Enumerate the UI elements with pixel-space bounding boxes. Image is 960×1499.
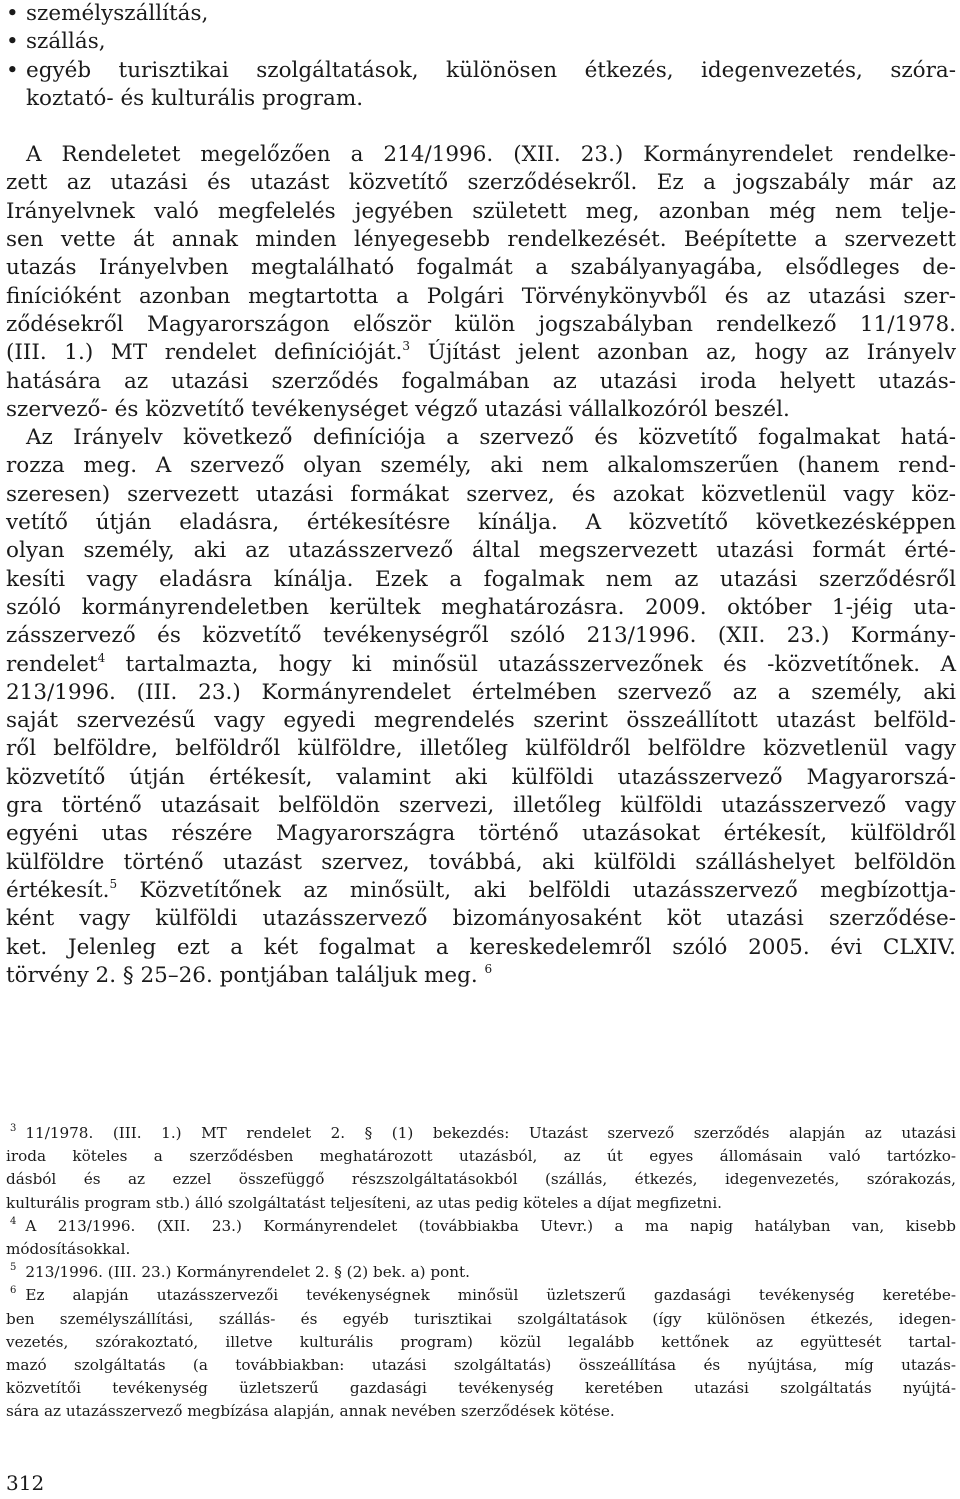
bullet-icon: • bbox=[6, 29, 19, 55]
footnote-line: mazó szolgáltatás (a továbbiakban: utazási szolgáltatás) összeállítása és nyújtása, míg utazás- bbox=[6, 1355, 956, 1374]
footnote-line: $^5$ 213/1996. (III. 23.) Kormányrendelet 2. § (2) bek. a) pont. bbox=[10, 1262, 470, 1282]
text-line: Az Irányelv következő definíciója a szervező és közvetítő fogalmakat hatá- bbox=[26, 425, 956, 451]
text-line: szervező- és közvetítő tevékenységet végző utazási vállalkozóról beszél. bbox=[6, 396, 790, 422]
footnote-line: vezetés, szórakoztató, illetve kulturális program) közül legalább kettőnek az együttesét tartal- bbox=[6, 1332, 956, 1351]
text-line: 213/1996. (III. 23.) Kormányrendelet értelmében szervező az a személy, aki bbox=[6, 679, 956, 705]
footnote-line: közvetítői tevékenység üzletszerű gazdasági tevékenység keretében utazási szolgáltatás nyújtá- bbox=[6, 1379, 956, 1398]
text-line: vetítő útján eladásra, értékesítésre kínálja. A közvetítő következésképpen bbox=[6, 510, 956, 536]
text-line: értékesít.$^5$ Közvetítőnek az minősült, aki belföldi utazásszervező megbízottja- bbox=[6, 876, 956, 903]
footnote-ref-3[interactable]: 3 bbox=[402, 339, 410, 354]
footnote-number: 6 bbox=[10, 1285, 17, 1297]
paragraph-2 bbox=[6, 424, 956, 990]
main-text bbox=[6, 0, 956, 990]
text-line: ket. Jelenleg ezt a két fogalmat a kereskedelemről szóló 2005. évi CLXIV. bbox=[6, 934, 956, 960]
text-line: ként vagy külföldi utazásszervező bizományosaként köt utazási szerződése- bbox=[6, 906, 956, 932]
text-line: saját szervezésű vagy egyedi megrendelés szerint összeállított utazást belföld- bbox=[6, 708, 956, 734]
footnote-4 bbox=[6, 1215, 956, 1261]
footnote-ref-5[interactable]: 5 bbox=[109, 876, 118, 891]
footnote-line: dásból és az ezzel összefüggő részszolgáltatásokból (szállás, étkezés, idegenvezetés, szórakozás, bbox=[6, 1170, 956, 1189]
text-line: A Rendeletet megelőzően a 214/1996. (XII. 23.) Kormányrendelet rendelke- bbox=[26, 142, 956, 168]
footnote-6 bbox=[6, 1284, 956, 1423]
text-line: rendelet$^4$ tartalmazta, hogy ki minősül utazásszervezőnek és -közvetítőnek. A bbox=[6, 650, 956, 677]
footnote-line: $^3$ 11/1978. (III. 1.) MT rendelet 2. § (1) bekezdés: Utazást szervező szerződés alapján az utazási bbox=[10, 1123, 956, 1142]
text-line: külföldre történő utazást szervez, továbbá, aki külföldi szálláshelyet belföldön bbox=[6, 849, 956, 875]
footnote-line: $^6$ Ez alapján utazásszervezői tevékenységnek minősül üzletszerű gazdasági tevékenység keretébe- bbox=[10, 1285, 956, 1305]
footnote-number: 3 bbox=[10, 1123, 17, 1134]
text-line: szóló kormányrendeletben kerültek meghatározásra. 2009. október 1-jéig uta- bbox=[6, 594, 956, 620]
bullet-list bbox=[6, 0, 956, 113]
text-line: közvetítő útján értékesít, valamint aki külföldi utazásszervező Magyarorszá- bbox=[6, 764, 956, 790]
footnote-line: sára az utazásszervező megbízása alapján, annak nevében szerződések kötése. bbox=[6, 1402, 615, 1421]
bullet-icon: • bbox=[6, 1, 19, 26]
bullet-icon: • bbox=[6, 57, 19, 83]
text-line: ről belföldre, belföldről külföldre, illetőleg külföldről belföldre közvetlenül vagy bbox=[6, 736, 956, 762]
text-line: zett az utazási és utazást közvetítő szerződésekről. Ez a jogszabály már az bbox=[6, 170, 956, 196]
text-line: zásszervező és közvetítő tevékenységről szóló 213/1996. (XII. 23.) Kormány- bbox=[6, 623, 956, 649]
text-line: sen vette át annak minden lényegesebb rendelkezését. Beépítette a szervezett bbox=[6, 227, 956, 253]
footnote-line: $^4$ A 213/1996. (XII. 23.) Kormányrendelet (továbbiakba Utevr.) a ma napig hatályban van, kisebb bbox=[10, 1215, 956, 1235]
text-line: törvény 2. § 25–26. pontjában találjuk meg. $^6$ bbox=[6, 961, 493, 988]
text-line: olyan személy, aki az utazásszervező által megszervezett utazási formát érté- bbox=[6, 538, 956, 564]
text-line: finícióként azonban megtartotta a Polgári Törvénykönyvből és az utazási szer- bbox=[6, 283, 956, 309]
paragraph-gap bbox=[6, 113, 956, 141]
footnote-5 bbox=[6, 1261, 956, 1284]
text-line: kesíti vagy eladásra kínálja. Ezek a fogalmak nem az utazási szerződésről bbox=[6, 566, 956, 592]
footnote-number: 4 bbox=[10, 1215, 17, 1227]
text-line: ződésekről Magyarországon először külön jogszabályban rendelkező 11/1978. bbox=[6, 311, 956, 337]
text-line: (III. 1.) MT rendelet definícióját.$^3$ Újítást jelent azonban az, hogy az Irányelv bbox=[6, 339, 956, 366]
paragraph-1 bbox=[6, 141, 956, 424]
text-line: szeresen) szervezett utazási formákat szervez, és azokat közvetlenül vagy köz- bbox=[6, 481, 956, 507]
text-line: egyéni utas részére Magyarországra történő utazásokat értékesít, külföldről bbox=[6, 821, 956, 847]
list-item: • személyszállítás, bbox=[6, 0, 956, 28]
footnote-line: kulturális program stb.) álló szolgáltatást teljesíteni, az utas pedig köteles a díjat megfizetni. bbox=[6, 1193, 723, 1212]
list-item-continuation: koztató- és kulturális program. bbox=[26, 85, 364, 111]
text-line: hatására az utazási szerződés fogalmában az utazási iroda helyett utazás- bbox=[6, 368, 956, 394]
footnote-ref-6[interactable]: 6 bbox=[484, 961, 493, 976]
text-line: Irányelvnek való megfelelés jegyében született meg, azonban még nem telje- bbox=[6, 198, 956, 224]
footnotes bbox=[6, 1122, 956, 1423]
text-line: gra történő utazásait belföldön szervezi, illetőleg külföldi utazásszervező vagy bbox=[6, 793, 956, 819]
footnote-line: iroda köteles a szerződésben meghatározott utazásból, az út egyes állomásain való tartózko- bbox=[6, 1147, 956, 1166]
footnote-line: ben személyszállítási, szállás- és egyéb turisztikai szolgáltatások (így különösen étkezés, idegen- bbox=[6, 1309, 956, 1328]
footnote-number: 5 bbox=[10, 1262, 17, 1274]
text-line: utazás Irányelvben megtalálható fogalmát a szabályanyagába, elsődleges de- bbox=[6, 255, 956, 281]
footnote-ref-4[interactable]: 4 bbox=[97, 650, 106, 665]
page-number: 312 bbox=[6, 1471, 45, 1495]
list-item: • szállás, bbox=[6, 28, 956, 56]
text-line: rozza meg. A szervező olyan személy, aki nem alkalomszerűen (hanem rend- bbox=[6, 453, 956, 479]
list-item: • egyéb turisztikai szolgáltatások, különösen étkezés, idegenvezetés, szóra- bbox=[6, 57, 956, 85]
footnote-line: módosításokkal. bbox=[6, 1239, 131, 1258]
footnote-3 bbox=[6, 1122, 956, 1215]
